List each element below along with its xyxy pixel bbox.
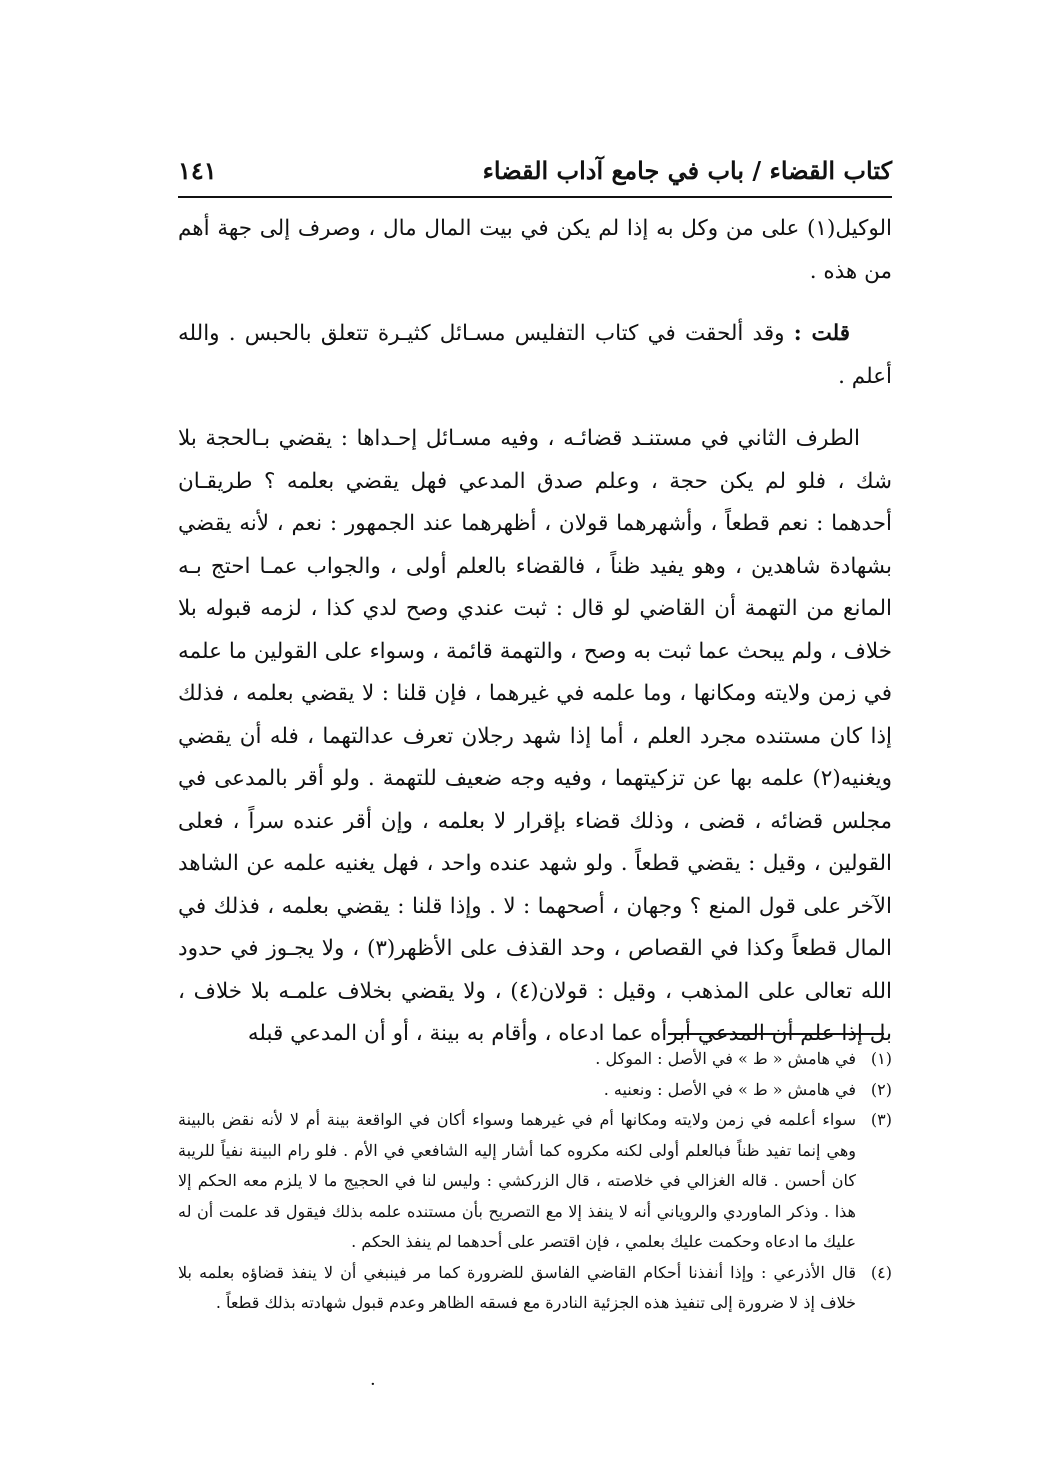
- footnote-number: (٣): [870, 1110, 892, 1129]
- paragraph-1: الوكيل(١) على من وكل به إذا لم يكن في بيت المال مال ، وصرف إلى جهة أهم من هذه .: [178, 216, 892, 284]
- footnote-number: (٢): [870, 1079, 892, 1099]
- footnote-text: في هامش « ط » في الأصل : الموكل .: [595, 1049, 856, 1068]
- footnote-text: في هامش « ط » في الأصل : ونعنيه .: [603, 1079, 856, 1099]
- footnote-2: [178, 1075, 892, 1106]
- footnote-divider: [668, 1033, 884, 1035]
- footnote-number: (١): [870, 1049, 892, 1068]
- footnote-3: [178, 1105, 892, 1258]
- main-text: [178, 208, 892, 1076]
- paragraph-3: الطرف الثاني في مستنـد قضائـه ، وفيه مسـائل إحـداها : يقضي بـالحجة بلا شك ، فلو لم يكن حجة ، وعلم صدق المدعي فهل يقضي بعلمه ؟ طريقـان أحدهما : نعم قطعاً ، وأشهرهما قولان ، أظهرهما عند الجمهور : نعم ، لأنه يقضي بشهادة شاهدين ، وهو يفيد ظناً ، فالقضاء بالعلم أولى ، والجواب عمـا احتج بـه المانع من التهمة أن القاضي لو قال : ثبت عندي وصح لدي كذا ، لزمه قبوله بلا خلاف ، ولم يبحث عما ثبت به وصح ، والتهمة قائمة ، وسواء على القولين ما علمه في زمن ولايته ومكانها ، وما علمه في غيرهما ، فإن قلنا : لا يقضي بعلمه ، فذلك إذا كان مستنده مجرد العلم ، أما إذا شهد رجلان تعرف عدالتهما ، فله أن يقضي ويغنيه(٢) علمه بها عن تزكيتهما ، وفيه وجه ضعيف للتهمة . ولو أقر بالمدعى في مجلس قضائه ، قضى ، وذلك قضاء بإقرار لا بعلمه ، وإن أقر عنده سراً ، فعلى القولين ، وقيل : يقضي قطعاً . ولو شهد عنده واحد ، فهل يغنيه علمه عن الشاهد الآخر على قول المنع ؟ وجهان ، أصحهما : لا . وإذا قلنا : يقضي بعلمه ، فذلك في المال قطعاً وكذا في القصاص ، وحد القذف على الأظهر(٣) ، ولا يجـوز في حدود الله تعالى على المذهب ، وقيل : قولان(٤) ، ولا يقضي بخلاف علمـه بلا خلاف ، بل إذا علم أن المدعي أبرأه عما ادعاه ، وأقام به بينة ، أو أن المدعي قبله: [178, 426, 892, 1046]
- running-header: [178, 148, 892, 192]
- page-number: ١٤١: [178, 155, 217, 185]
- footnote-text: قال الأذرعي : وإذا أنفذنا أحكام القاضي الفاسق للضرورة كما مر فينبغي أن لا ينفذ قضاؤه بعلمه بلا خلاف إذ لا ضرورة إلى تنفيذ هذه الجزئية النادرة مع فسقه الظاهر وعدم قبول شهادته بذلك قطعاً .: [178, 1262, 856, 1312]
- header-divider: [178, 196, 892, 198]
- paragraph-2-text: وقد ألحقت في كتاب التفليس مسـائل كثيـرة تتعلق بالحبس . والله أعلم .: [178, 321, 892, 389]
- paragraph-2-lead: قلت :: [793, 321, 850, 346]
- footnote-1: [178, 1044, 892, 1075]
- chapter-title: كتاب القضاء / باب في جامع آداب القضاء: [482, 155, 892, 185]
- footnotes: [178, 1044, 892, 1319]
- paragraph-2: [178, 313, 892, 398]
- footnote-number: (٤): [870, 1262, 892, 1282]
- footnote-4: [178, 1258, 892, 1319]
- footnote-text: سواء أعلمه في زمن ولايته ومكانها أم في غيرهما وسواء أكان في الواقعة بينة أم لا لأنه نقض بالبينة وهي إنما تفيد ظناً فبالعلم أولى لكنه مكروه كما أشار إليه الشافعي في الأم . فلو رام البينة نفياً للريبة كان أحسن . قاله الغزالي في خلاصته ، قال الزركشي : وليس لنا في الحجيج ما لا يلزم معه الحكم إلا هذا . وذكر الماوردي والروياني أنه لا ينفذ إلا مع التصريح بأن مستنده علمه بذلك فيقول قد علمت أن له عليك ما ادعاه وحكمت عليك بعلمي ، فإن اقتصر على أحدهما لم ينفذ الحكم .: [178, 1110, 856, 1251]
- page-end-mark: ·: [370, 1374, 376, 1395]
